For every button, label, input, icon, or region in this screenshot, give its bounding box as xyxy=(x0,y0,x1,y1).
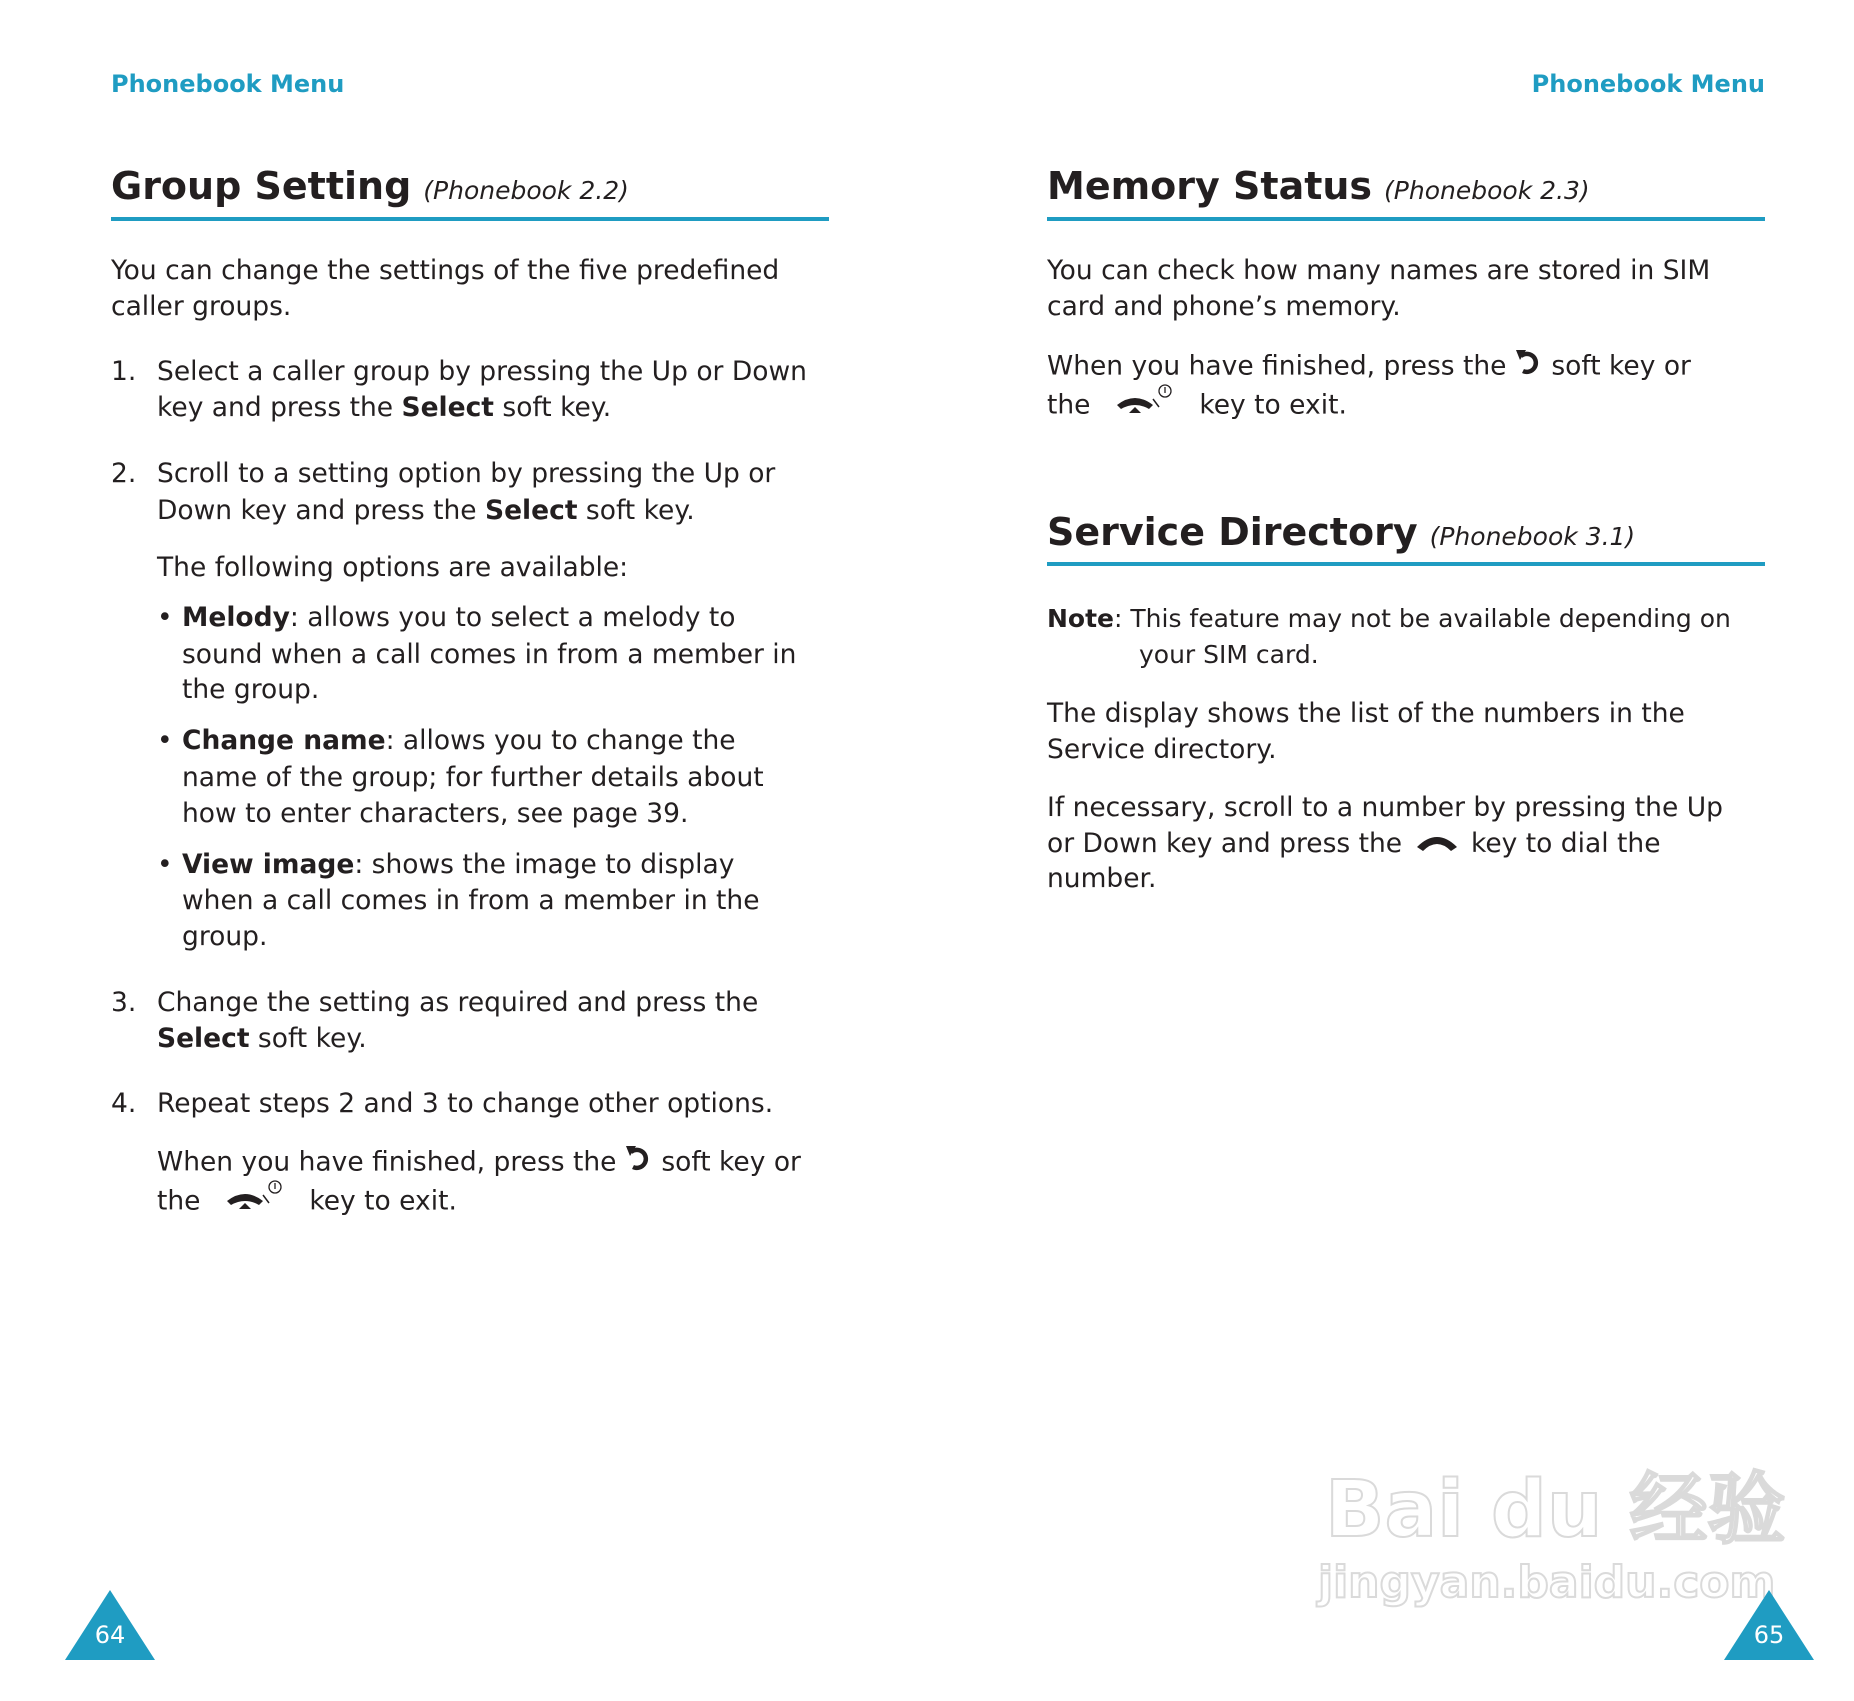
bullet: • xyxy=(157,602,173,633)
text: : shows the image to display xyxy=(354,849,735,880)
title-text: Service Directory xyxy=(1047,510,1418,554)
finish-line xyxy=(157,1179,457,1225)
option-view-image xyxy=(182,847,734,883)
text: key to exit. xyxy=(300,1185,457,1217)
title-text: Group Setting xyxy=(111,164,412,208)
finish-line xyxy=(1047,383,1347,429)
step-text xyxy=(157,390,611,426)
note-line: your SIM card. xyxy=(1139,640,1319,669)
service-line: Service directory. xyxy=(1047,734,1277,765)
text: key to dial the xyxy=(1462,828,1661,859)
text: : allows you to change the xyxy=(385,725,736,756)
title-reference: (Phonebook 3.1) xyxy=(1429,522,1636,551)
step-number: 4. xyxy=(111,1088,137,1119)
page-number-right: 65 xyxy=(1753,1621,1785,1649)
memory-line: card and phone’s memory. xyxy=(1047,291,1401,322)
text: key and press the xyxy=(157,392,402,423)
option-name: Melody xyxy=(182,602,290,633)
title-underline xyxy=(111,217,829,221)
text: the xyxy=(157,1185,209,1217)
back-soft-key-icon xyxy=(1515,347,1543,387)
text: When you have finished, press the xyxy=(157,1146,625,1178)
note-label: Note xyxy=(1047,604,1115,633)
text: soft key. xyxy=(493,392,612,423)
service-line: number. xyxy=(1047,863,1157,894)
bold-term: Select xyxy=(485,495,578,526)
section-title-group-setting xyxy=(111,164,629,213)
option-line: group. xyxy=(182,921,268,952)
title-underline xyxy=(1047,217,1765,221)
text: soft key. xyxy=(577,495,695,526)
intro-line: caller groups. xyxy=(111,291,292,322)
step-text: Change the setting as required and press the xyxy=(157,987,759,1018)
option-name: View image xyxy=(182,849,355,880)
step-text: Repeat steps 2 and 3 to change other options. xyxy=(157,1088,774,1119)
option-line: name of the group; for further details about xyxy=(182,762,764,793)
text: the xyxy=(1047,389,1099,421)
text: When you have finished, press the xyxy=(1047,350,1515,382)
finish-line xyxy=(1047,347,1691,387)
intro-line: You can change the settings of the five predefined xyxy=(111,255,780,286)
bold-term: Select xyxy=(401,392,494,423)
text: : This feature may not be available depending on xyxy=(1114,604,1731,633)
section-title-service-directory xyxy=(1047,510,1635,559)
text: or Down key and press the xyxy=(1047,828,1411,859)
end-power-key-icon xyxy=(1115,383,1177,429)
bold-term: Select xyxy=(157,1023,250,1054)
title-text: Memory Status xyxy=(1047,164,1373,208)
text: soft key. xyxy=(249,1023,367,1054)
service-line: If necessary, scroll to a number by pressing the Up xyxy=(1047,792,1723,823)
baidu-watermark-url: jingyan.baidu.com xyxy=(1318,1557,1776,1608)
options-intro: The following options are available: xyxy=(157,552,629,583)
end-power-key-icon xyxy=(225,1179,287,1225)
step-number: 1. xyxy=(111,356,137,387)
text: : allows you to select a melody to xyxy=(289,602,736,633)
option-line: the group. xyxy=(182,674,320,705)
dial-key-icon xyxy=(1415,827,1459,863)
memory-line: You can check how many names are stored in SIM xyxy=(1047,255,1711,286)
text: key to exit. xyxy=(1190,389,1347,421)
running-header-left: Phonebook Menu xyxy=(111,70,345,98)
service-line: The display shows the list of the numbers in the xyxy=(1047,698,1685,729)
baidu-watermark-logo: Bai du 经验 xyxy=(1325,1465,1786,1555)
text: soft key or xyxy=(652,1146,801,1178)
option-line: when a call comes in from a member in the xyxy=(182,885,760,916)
section-title-memory-status xyxy=(1047,164,1590,213)
step-number: 2. xyxy=(111,458,137,489)
step-number: 3. xyxy=(111,987,137,1018)
back-soft-key-icon xyxy=(625,1143,653,1183)
title-underline xyxy=(1047,562,1765,566)
note-line xyxy=(1047,601,1731,637)
title-reference: (Phonebook 2.2) xyxy=(423,176,629,205)
option-name: Change name xyxy=(182,725,386,756)
bullet: • xyxy=(157,849,173,880)
page-number-left: 64 xyxy=(94,1621,126,1649)
option-melody xyxy=(182,600,736,636)
step-text xyxy=(157,1021,367,1057)
step-text xyxy=(157,493,695,529)
title-reference: (Phonebook 2.3) xyxy=(1384,176,1590,205)
step-text: Select a caller group by pressing the Up or Down xyxy=(157,356,807,387)
step-text: Scroll to a setting option by pressing the Up or xyxy=(157,458,776,489)
bullet: • xyxy=(157,725,173,756)
text: soft key or xyxy=(1542,350,1691,382)
finish-line xyxy=(157,1143,801,1183)
running-header-right: Phonebook Menu xyxy=(1531,70,1765,98)
option-change-name xyxy=(182,723,736,759)
option-line: sound when a call comes in from a member in xyxy=(182,639,797,670)
service-line xyxy=(1047,826,1661,863)
text: Down key and press the xyxy=(157,495,485,526)
option-line: how to enter characters, see page 39. xyxy=(182,798,689,829)
